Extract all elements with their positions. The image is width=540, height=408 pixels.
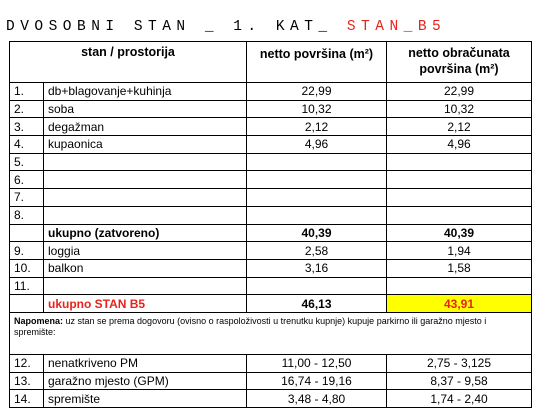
net-area: 16,74 - 19,16 <box>247 372 387 390</box>
row-number: 13. <box>10 372 44 390</box>
calculated-area: 2,75 - 3,125 <box>387 354 532 372</box>
room-name <box>44 277 247 295</box>
table-row <box>10 259 532 277</box>
table-row <box>10 136 532 154</box>
row-number <box>10 224 44 242</box>
net-area: 3,16 <box>247 259 387 277</box>
extra-row <box>10 372 532 390</box>
row-number: 2. <box>10 100 44 118</box>
calculated-area <box>387 171 532 189</box>
page-title <box>6 17 540 37</box>
apartment-total-row <box>10 295 532 313</box>
net-area <box>247 206 387 224</box>
room-name: db+blagovanje+kuhinja <box>44 83 247 101</box>
room-name <box>44 189 247 207</box>
calculated-area: 1,58 <box>387 259 532 277</box>
table-row <box>10 153 532 171</box>
table-row <box>10 277 532 295</box>
net-area: 3,48 - 4,80 <box>247 390 387 408</box>
calculated-area <box>387 277 532 295</box>
row-number: 10. <box>10 259 44 277</box>
header-net-area: netto površina (m²) <box>247 42 387 83</box>
table-row <box>10 118 532 136</box>
total-net-area: 46,13 <box>247 295 387 313</box>
net-area: 22,99 <box>247 83 387 101</box>
table-row <box>10 242 532 260</box>
total-label: ukupno STAN B5 <box>44 295 247 313</box>
calculated-area <box>387 189 532 207</box>
room-name: kupaonica <box>44 136 247 154</box>
table-row <box>10 100 532 118</box>
total-label: ukupno (zatvoreno) <box>44 224 247 242</box>
note-text: uz stan se prema dogovoru (ovisno o raspoloživosti u trenutku kupnje) kupuje parkirno ili garažno mjesto i spremište: <box>14 315 487 337</box>
header-calculated-area: netto obračunata površina (m²) <box>387 42 532 83</box>
net-area <box>247 189 387 207</box>
row-number <box>10 295 44 313</box>
table-row <box>10 83 532 101</box>
room-name: nenatkriveno PM <box>44 354 247 372</box>
net-area <box>247 153 387 171</box>
room-name: loggia <box>44 242 247 260</box>
net-area: 10,32 <box>247 100 387 118</box>
total-calculated-area: 43,91 <box>387 295 532 313</box>
row-number: 7. <box>10 189 44 207</box>
title-apartment-code: STAN_B5 <box>346 19 447 35</box>
calculated-area: 10,32 <box>387 100 532 118</box>
calculated-area: 2,12 <box>387 118 532 136</box>
row-number: 9. <box>10 242 44 260</box>
calculated-area <box>387 206 532 224</box>
row-number: 11. <box>10 277 44 295</box>
header-room: stan / prostorija <box>10 42 247 83</box>
table-header <box>10 42 532 83</box>
row-number: 14. <box>10 390 44 408</box>
note-cell <box>10 312 532 354</box>
room-name <box>44 206 247 224</box>
room-name: balkon <box>44 259 247 277</box>
total-calculated-area: 40,39 <box>387 224 532 242</box>
row-number: 1. <box>10 83 44 101</box>
net-area: 2,58 <box>247 242 387 260</box>
calculated-area: 4,96 <box>387 136 532 154</box>
title-prefix: DVOSOBNI STAN _ 1. KAT_ <box>6 19 347 35</box>
row-number: 4. <box>10 136 44 154</box>
table-row <box>10 171 532 189</box>
room-name: spremište <box>44 390 247 408</box>
row-number: 5. <box>10 153 44 171</box>
net-area: 11,00 - 12,50 <box>247 354 387 372</box>
calculated-area <box>387 153 532 171</box>
area-table <box>9 41 532 408</box>
row-number: 6. <box>10 171 44 189</box>
extra-row <box>10 390 532 408</box>
calculated-area: 22,99 <box>387 83 532 101</box>
room-name <box>44 153 247 171</box>
net-area: 4,96 <box>247 136 387 154</box>
calculated-area: 1,74 - 2,40 <box>387 390 532 408</box>
total-net-area: 40,39 <box>247 224 387 242</box>
room-name <box>44 171 247 189</box>
net-area: 2,12 <box>247 118 387 136</box>
calculated-area: 8,37 - 9,58 <box>387 372 532 390</box>
table-row <box>10 189 532 207</box>
note-label: Napomena: <box>14 315 64 326</box>
note-row <box>10 312 532 354</box>
room-name: garažno mjesto (GPM) <box>44 372 247 390</box>
row-number: 12. <box>10 354 44 372</box>
table-row <box>10 206 532 224</box>
row-number: 8. <box>10 206 44 224</box>
room-name: soba <box>44 100 247 118</box>
net-area <box>247 171 387 189</box>
row-number: 3. <box>10 118 44 136</box>
extra-row <box>10 354 532 372</box>
room-name: degažman <box>44 118 247 136</box>
net-area <box>247 277 387 295</box>
calculated-area: 1,94 <box>387 242 532 260</box>
closed-total-row <box>10 224 532 242</box>
